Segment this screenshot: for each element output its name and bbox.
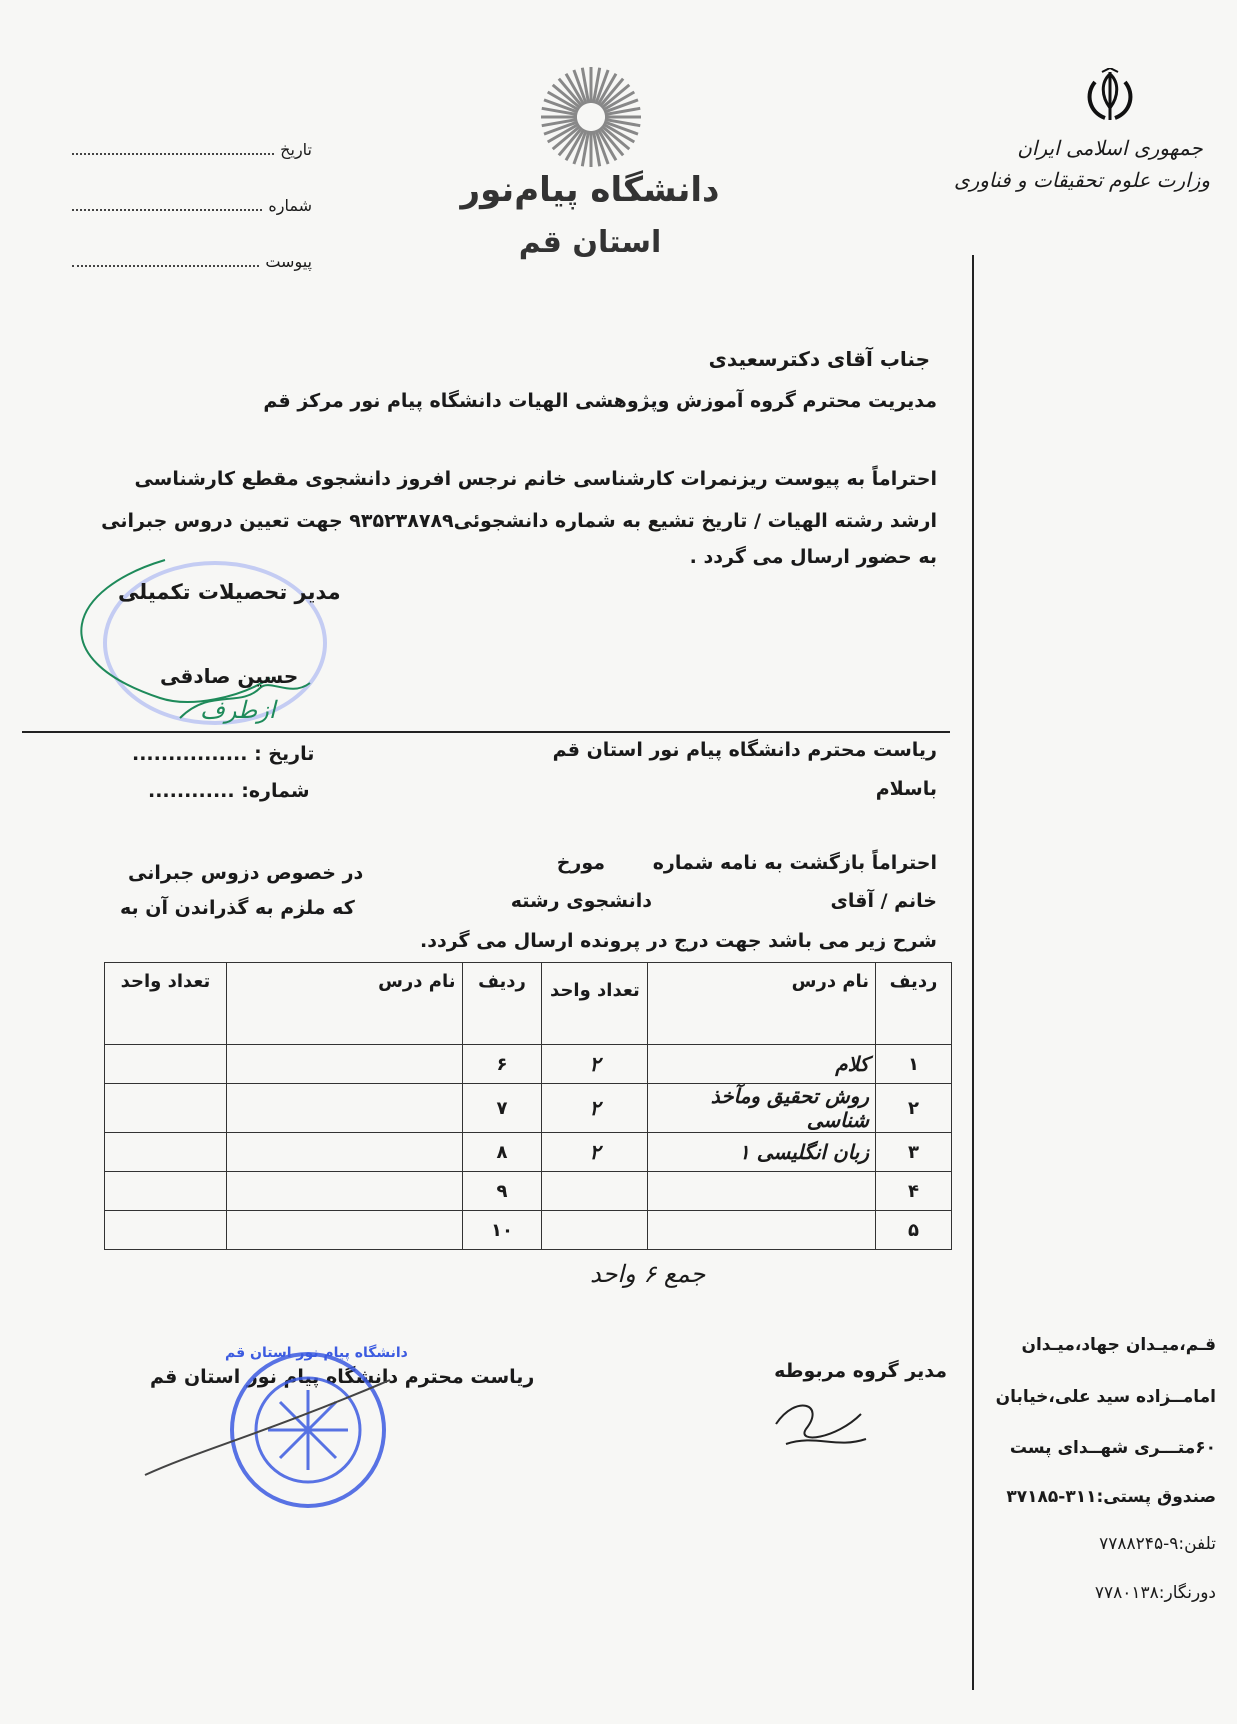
- attachment-label: پیوست: [265, 252, 312, 271]
- date-dots: [72, 141, 274, 155]
- units-cell: ۲: [542, 1084, 648, 1133]
- units-cell: [105, 1133, 227, 1172]
- reply-number: شماره: ............: [148, 780, 310, 802]
- body-line-1: احتراماً به پیوست ریزنمرات کارشناسی خانم نرجس افروز دانشجوی مقطع کارشناسی: [134, 468, 937, 490]
- units-cell: [105, 1045, 227, 1084]
- row-number-cell: ۸: [462, 1133, 542, 1172]
- course-name-cell: [226, 1133, 462, 1172]
- compensatory-courses-table: [104, 962, 952, 1250]
- attachment-field: [72, 252, 312, 271]
- units-cell: [105, 1211, 227, 1250]
- header-row-num-2: ردیف: [462, 963, 542, 1045]
- ministry-line-1: جمهوری اسلامی ایران: [1017, 136, 1203, 160]
- forward-note: ریاست محترم دانشگاه پیام نور استان قم: [150, 1366, 535, 1388]
- table-row: [105, 1172, 952, 1211]
- units-cell: [542, 1172, 648, 1211]
- address-fax: دورنگار:۷۷۸۰۱۳۸: [1094, 1583, 1216, 1603]
- date-label: تاریخ: [280, 140, 312, 159]
- reply-greeting: باسلام: [875, 778, 937, 800]
- ministry-line-2: وزارت علوم تحقیقات و فناوری: [953, 168, 1210, 192]
- table-row: [105, 1133, 952, 1172]
- units-cell: [105, 1084, 227, 1133]
- row-number-cell: ۱۰: [462, 1211, 542, 1250]
- salutation: جناب آقای دکترسعیدی: [708, 347, 930, 371]
- graduate-office-stamp: [40, 548, 330, 738]
- body-line-2: ارشد رشته الهیات / تاریخ تشیع به شماره دانشجوئی۹۳۵۲۳۸۷۸۹ جهت تعیین دروس جبرانی: [101, 510, 937, 532]
- address-line-1: قـم،میـدان جهاد،میـدان: [1021, 1335, 1216, 1355]
- course-name-cell: [226, 1084, 462, 1133]
- header-course-name-2: نام درس: [226, 963, 462, 1045]
- row-number-cell: ۲: [876, 1084, 952, 1133]
- row-number-cell: ۶: [462, 1045, 542, 1084]
- row-number-cell: ۱: [876, 1045, 952, 1084]
- units-cell: [542, 1211, 648, 1250]
- university-name: دانشگاه پیام‌نور: [460, 170, 720, 210]
- row-number-cell: ۳: [876, 1133, 952, 1172]
- number-field: [72, 196, 312, 215]
- date-field: [72, 140, 312, 159]
- course-name-cell: [226, 1045, 462, 1084]
- course-name-cell: [226, 1211, 462, 1250]
- number-label: شماره: [268, 196, 312, 215]
- group-manager-title: مدیر گروه مربوطه: [774, 1360, 947, 1382]
- units-cell: [105, 1172, 227, 1211]
- course-name-cell: زبان انگلیسی ۱: [648, 1133, 876, 1172]
- signature-scrawl: ازطرف: [200, 696, 276, 724]
- reply-line1-mid: مورخ: [556, 852, 605, 874]
- header-units-1: تعداد واحد: [542, 963, 648, 1045]
- address-line-3: ۶۰متـــری شهــدای پست: [1009, 1438, 1216, 1458]
- row-number-cell: ۹: [462, 1172, 542, 1211]
- side-divider: [972, 255, 974, 1690]
- units-cell: ۲: [542, 1133, 648, 1172]
- table-row: [105, 1045, 952, 1084]
- reply-addressee: ریاست محترم دانشگاه پیام نور استان قم: [552, 739, 937, 761]
- iran-emblem-icon: [1075, 68, 1145, 128]
- course-name-cell: [648, 1211, 876, 1250]
- course-name-cell: [648, 1172, 876, 1211]
- number-dots: [72, 197, 262, 211]
- reply-line2-right: خانم / آقای: [830, 890, 937, 912]
- signer-name: حسین صادقی: [160, 664, 299, 688]
- stamp-text: دانشگاه پیام نور استان قم: [225, 1345, 408, 1361]
- reply-date: تاریخ : ................: [132, 743, 315, 765]
- units-cell: ۲: [542, 1045, 648, 1084]
- reply-line2-left: که ملزم به گذراندن آن به: [120, 897, 355, 919]
- reply-line1-right: احتراماً بازگشت به نامه شماره: [652, 852, 937, 874]
- signer-title: مدیر تحصیلات تکمیلی: [118, 580, 341, 604]
- addressee: مدیریت محترم گروه آموزش وپژوهشی الهیات دانشگاه پیام نور مرکز قم: [263, 390, 937, 412]
- address-po-box: صندوق پستی:۳۱۱-۳۷۱۸۵: [1006, 1487, 1216, 1507]
- attachment-dots: [72, 253, 259, 267]
- row-number-cell: ۷: [462, 1084, 542, 1133]
- reply-line2-mid: دانشجوی رشته: [510, 890, 652, 912]
- payame-noor-logo-icon: [536, 62, 646, 172]
- province-name: استان قم: [518, 225, 662, 260]
- header-row-num-1: ردیف: [876, 963, 952, 1045]
- table-row: [105, 1211, 952, 1250]
- ministry-block: [953, 68, 1210, 196]
- group-manager-signature: [766, 1384, 876, 1464]
- table-header-row: [105, 963, 952, 1045]
- reply-line3: شرح زیر می باشد جهت درج در پرونده ارسال می گردد.: [420, 930, 937, 952]
- section-divider: [22, 731, 950, 733]
- header-course-name-1: نام درس: [648, 963, 876, 1045]
- header-units-2: تعداد واحد: [105, 963, 227, 1045]
- university-round-stamp: [140, 1340, 400, 1510]
- address-phone: تلفن:۹-۷۷۸۸۲۴۵: [1099, 1534, 1216, 1554]
- course-name-cell: کلام: [648, 1045, 876, 1084]
- course-name-cell: روش تحقیق ومآخذ شناسی: [648, 1084, 876, 1133]
- table-row: [105, 1084, 952, 1133]
- total-units-note: جمع ۶ واحد: [590, 1260, 706, 1288]
- row-number-cell: ۴: [876, 1172, 952, 1211]
- row-number-cell: ۵: [876, 1211, 952, 1250]
- body-line-3: به حضور ارسال می گردد .: [689, 546, 937, 568]
- address-line-2: امامــزاده سید علی،خیابان: [995, 1387, 1216, 1407]
- reply-line1-left: در خصوص دزوس جبرانی: [128, 862, 364, 884]
- course-name-cell: [226, 1172, 462, 1211]
